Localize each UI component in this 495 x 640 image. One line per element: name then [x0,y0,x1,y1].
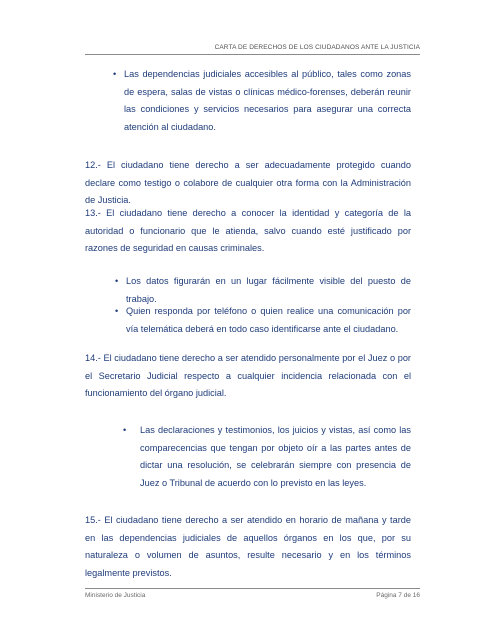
footer-page-number: Página 7 de 16 [376,592,420,599]
page-content [85,66,411,578]
bullet-marker: • [115,276,119,286]
bullet-item-telefono [85,303,411,338]
bullet-text: Las dependencias judiciales accesibles al público, tales como zonas de espera, salas de vistas o clínicas médico-forenses, deberán reunir las condiciones y servicios necesarios para asegurar una correcta atención al ciudadano. [124,69,411,132]
bullet-marker: • [115,306,119,316]
bullet-text: Quien responda por teléfono o quien realice una comunicación por vía telemática deberá en todo caso identificarse ante el ciudadano. [126,306,411,334]
paragraph-14: 14.- El ciudadano tiene derecho a ser atendido personalmente por el Juez o por el Secretario Judicial respecto a cualquier incidencia relacionada con el funcionamiento del órgano judicial. [85,353,411,399]
page-header-title: CARTA DE DERECHOS DE LOS CIUDADANOS ANTE LA JUSTICIA [214,44,420,51]
bullet-item-datos [85,273,411,304]
paragraph-12: 12.- El ciudadano tiene derecho a ser adecuadamente protegido cuando declare como testigo o colabore de cualquier otra forma con la Administración de Justicia. [85,160,411,206]
footer-divider [85,588,420,589]
header-divider [85,54,420,55]
bullet-text: Las declaraciones y testimonios, los juicios y vistas, así como las comparecencias que tengan por objeto oír a las partes antes de dictar una resolución, se celebrarán siempre con presencia de Juez o Tribunal de acuerdo con lo previsto en las leyes. [140,425,411,488]
footer-ministry: Ministerio de Justicia [85,592,146,599]
bullet-item-declaraciones [85,422,411,493]
paragraph-13: 13.- El ciudadano tiene derecho a conocer la identidad y categoría de la autoridad o funcionario que le atienda, salvo cuando esté justificado por razones de seguridad en causas criminales. [85,208,411,254]
bullet-marker: • [113,69,117,79]
bullet-item-dependencias [83,66,411,154]
bullet-marker: • [123,425,127,435]
bullet-text: Los datos figurarán en un lugar fácilmente visible del puesto de trabajo. [126,276,411,304]
paragraph-15: 15.- El ciudadano tiene derecho a ser atendido en horario de mañana y tarde en las dependencias judiciales de aquellos órganos en los que, por su naturaleza o volumen de asuntos, resulte necesario y en los términos legalmente previstos. [85,515,411,578]
